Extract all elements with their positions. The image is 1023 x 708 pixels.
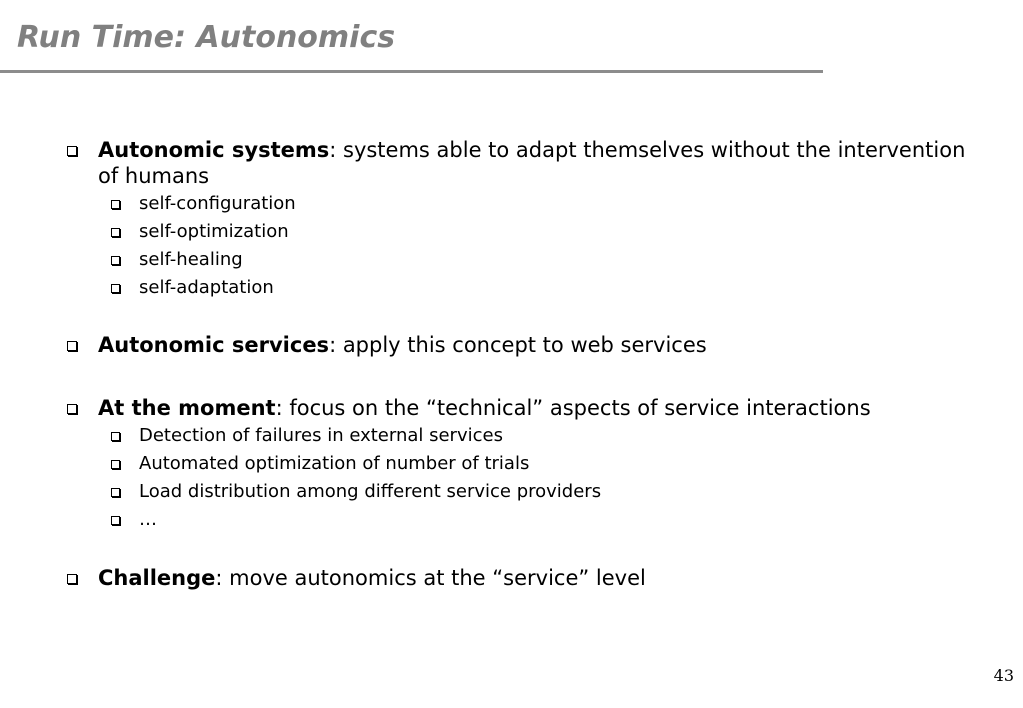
square-bullet-icon (111, 256, 120, 265)
sub-bullet (139, 276, 274, 300)
bullet-term: Autonomic systems (98, 138, 330, 162)
bullet-challenge (98, 565, 978, 591)
square-bullet-icon (111, 460, 120, 469)
bullet-text: : apply this concept to web services (329, 333, 707, 357)
sub-bullet-text: self-healing (139, 249, 243, 270)
square-bullet-icon (111, 488, 120, 497)
sub-bullet (139, 220, 289, 244)
bullet-autonomic-systems (98, 137, 978, 189)
sub-bullet-text: self-configuration (139, 193, 296, 214)
square-bullet-icon (67, 404, 77, 414)
sub-bullet (139, 452, 529, 476)
sub-bullet (139, 424, 503, 448)
square-bullet-icon (111, 432, 120, 441)
square-bullet-icon (67, 574, 77, 584)
slide-title: Run Time: Autonomics (17, 20, 396, 55)
square-bullet-icon (111, 228, 120, 237)
square-bullet-icon (111, 516, 120, 525)
sub-bullet-text: Detection of failures in external services (139, 425, 503, 446)
sub-bullet (139, 480, 601, 504)
sub-bullet (139, 508, 157, 532)
sub-bullet-text: self-adaptation (139, 277, 274, 298)
bullet-at-the-moment (98, 395, 978, 421)
bullet-text: : focus on the “technical” aspects of service interactions (275, 396, 871, 420)
bullet-text: : move autonomics at the “service” level (215, 566, 646, 590)
square-bullet-icon (67, 341, 77, 351)
page-number: 43 (993, 666, 1014, 685)
sub-bullet-text: Load distribution among different service providers (139, 481, 602, 502)
sub-bullet-text: … (139, 509, 157, 530)
square-bullet-icon (67, 146, 77, 156)
sub-bullet (139, 248, 243, 272)
bullet-term: Autonomic services (98, 333, 330, 357)
square-bullet-icon (111, 200, 120, 209)
bullet-term: At the moment (98, 396, 276, 420)
bullet-text: : systems able to adapt themselves without the intervention of humans (98, 138, 966, 188)
sub-bullet-text: Automated optimization of number of trials (139, 453, 530, 474)
sub-bullet (139, 192, 296, 216)
sub-bullet-text: self-optimization (139, 221, 289, 242)
bullet-term: Challenge (98, 566, 216, 590)
square-bullet-icon (111, 284, 120, 293)
bullet-autonomic-services (98, 332, 978, 358)
